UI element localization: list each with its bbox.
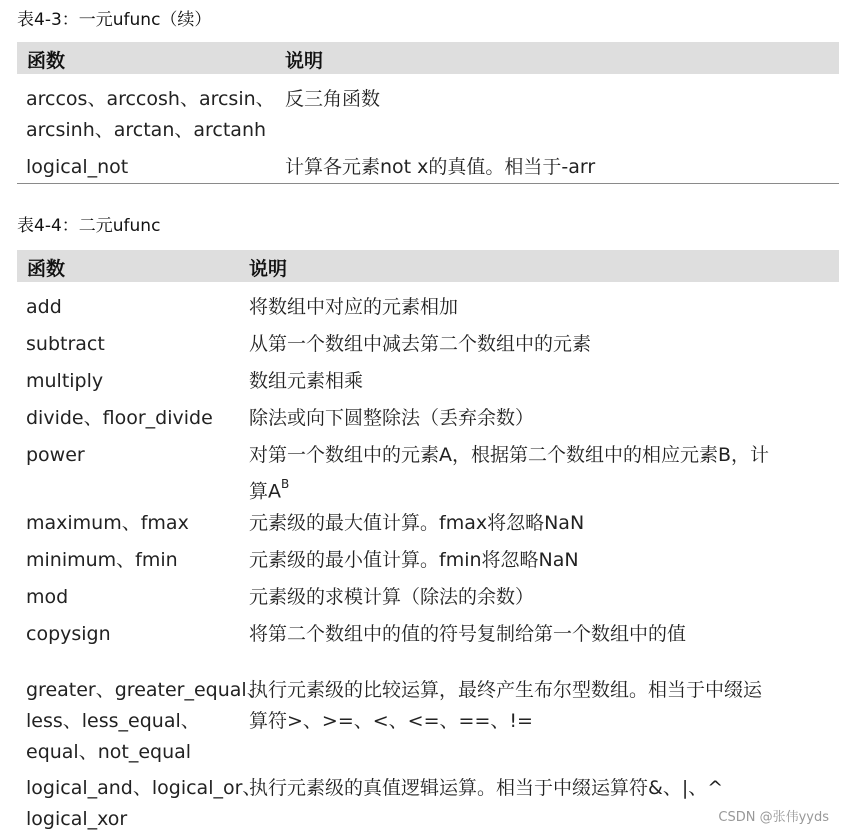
table2-row-func: maximum、fmax	[26, 512, 189, 534]
table2-caption: 表4-4：二元ufunc	[17, 216, 161, 236]
table1-row-func: arccos、arccosh、arcsin、 arcsinh、arctan、arctanh	[26, 88, 275, 141]
table1-header-func: 函数	[27, 50, 66, 72]
table2-row-desc: 对第一个数组中的元素A，根据第二个数组中的相应元素B，计 算$A^B$	[249, 444, 770, 503]
table2-row-func: multiply	[26, 370, 104, 392]
table2-row-func: subtract	[26, 333, 105, 355]
table2-row-func: divide、floor_divide	[26, 407, 213, 429]
table1-header-desc: 说明	[285, 50, 324, 72]
table2-row-desc: 执行元素级的真值逻辑运算。相当于中缀运算符&、|、^	[249, 777, 724, 799]
table1-row-desc: 计算各元素not x的真值。相当于-arr	[285, 156, 596, 178]
table1-bottom-rule	[17, 183, 839, 184]
table2-row-desc: 将数组中对应的元素相加	[249, 296, 459, 318]
table2-row-desc: 元素级的最大值计算。fmax将忽略NaN	[249, 512, 585, 534]
table2-row-func: power	[26, 444, 85, 466]
table2-header-desc: 说明	[249, 258, 288, 280]
superscript-b: B	[281, 477, 290, 491]
table2-row-func: minimum、fmin	[26, 549, 178, 571]
table2-row-func: mod	[26, 586, 69, 608]
table2-row-func: logical_and、logical_or、 logical_xor	[26, 777, 262, 830]
table1-row-desc: 反三角函数	[285, 88, 381, 110]
table2-row-desc: 元素级的最小值计算。fmin将忽略NaN	[249, 549, 579, 571]
watermark: CSDN @张伟yyds	[718, 810, 829, 825]
table2-row-func: add	[26, 296, 62, 318]
table2-row-desc: 元素级的求模计算（除法的余数）	[249, 586, 535, 608]
table2-header	[17, 250, 839, 282]
table2-row-func: copysign	[26, 623, 111, 645]
table2-row-func: greater、greater_equal、 less、less_equal、 equal、not_equal	[26, 679, 266, 763]
table2-row-desc: 执行元素级的比较运算，最终产生布尔型数组。相当于中缀运 算符>、>=、<、<=、==、!=	[249, 679, 763, 732]
table2-row-desc: 从第一个数组中减去第二个数组中的元素	[249, 333, 592, 355]
table2-row-desc: 将第二个数组中的值的符号复制给第一个数组中的值	[249, 623, 687, 645]
table1-header	[17, 42, 839, 74]
table1-row-func: logical_not	[26, 156, 129, 178]
table2-row-desc: 数组元素相乘	[249, 370, 364, 392]
table1-caption: 表4-3：一元ufunc（续）	[17, 10, 212, 30]
table2-row-desc: 除法或向下圆整除法（丢弃余数）	[249, 407, 535, 429]
table2-header-func: 函数	[27, 258, 66, 280]
